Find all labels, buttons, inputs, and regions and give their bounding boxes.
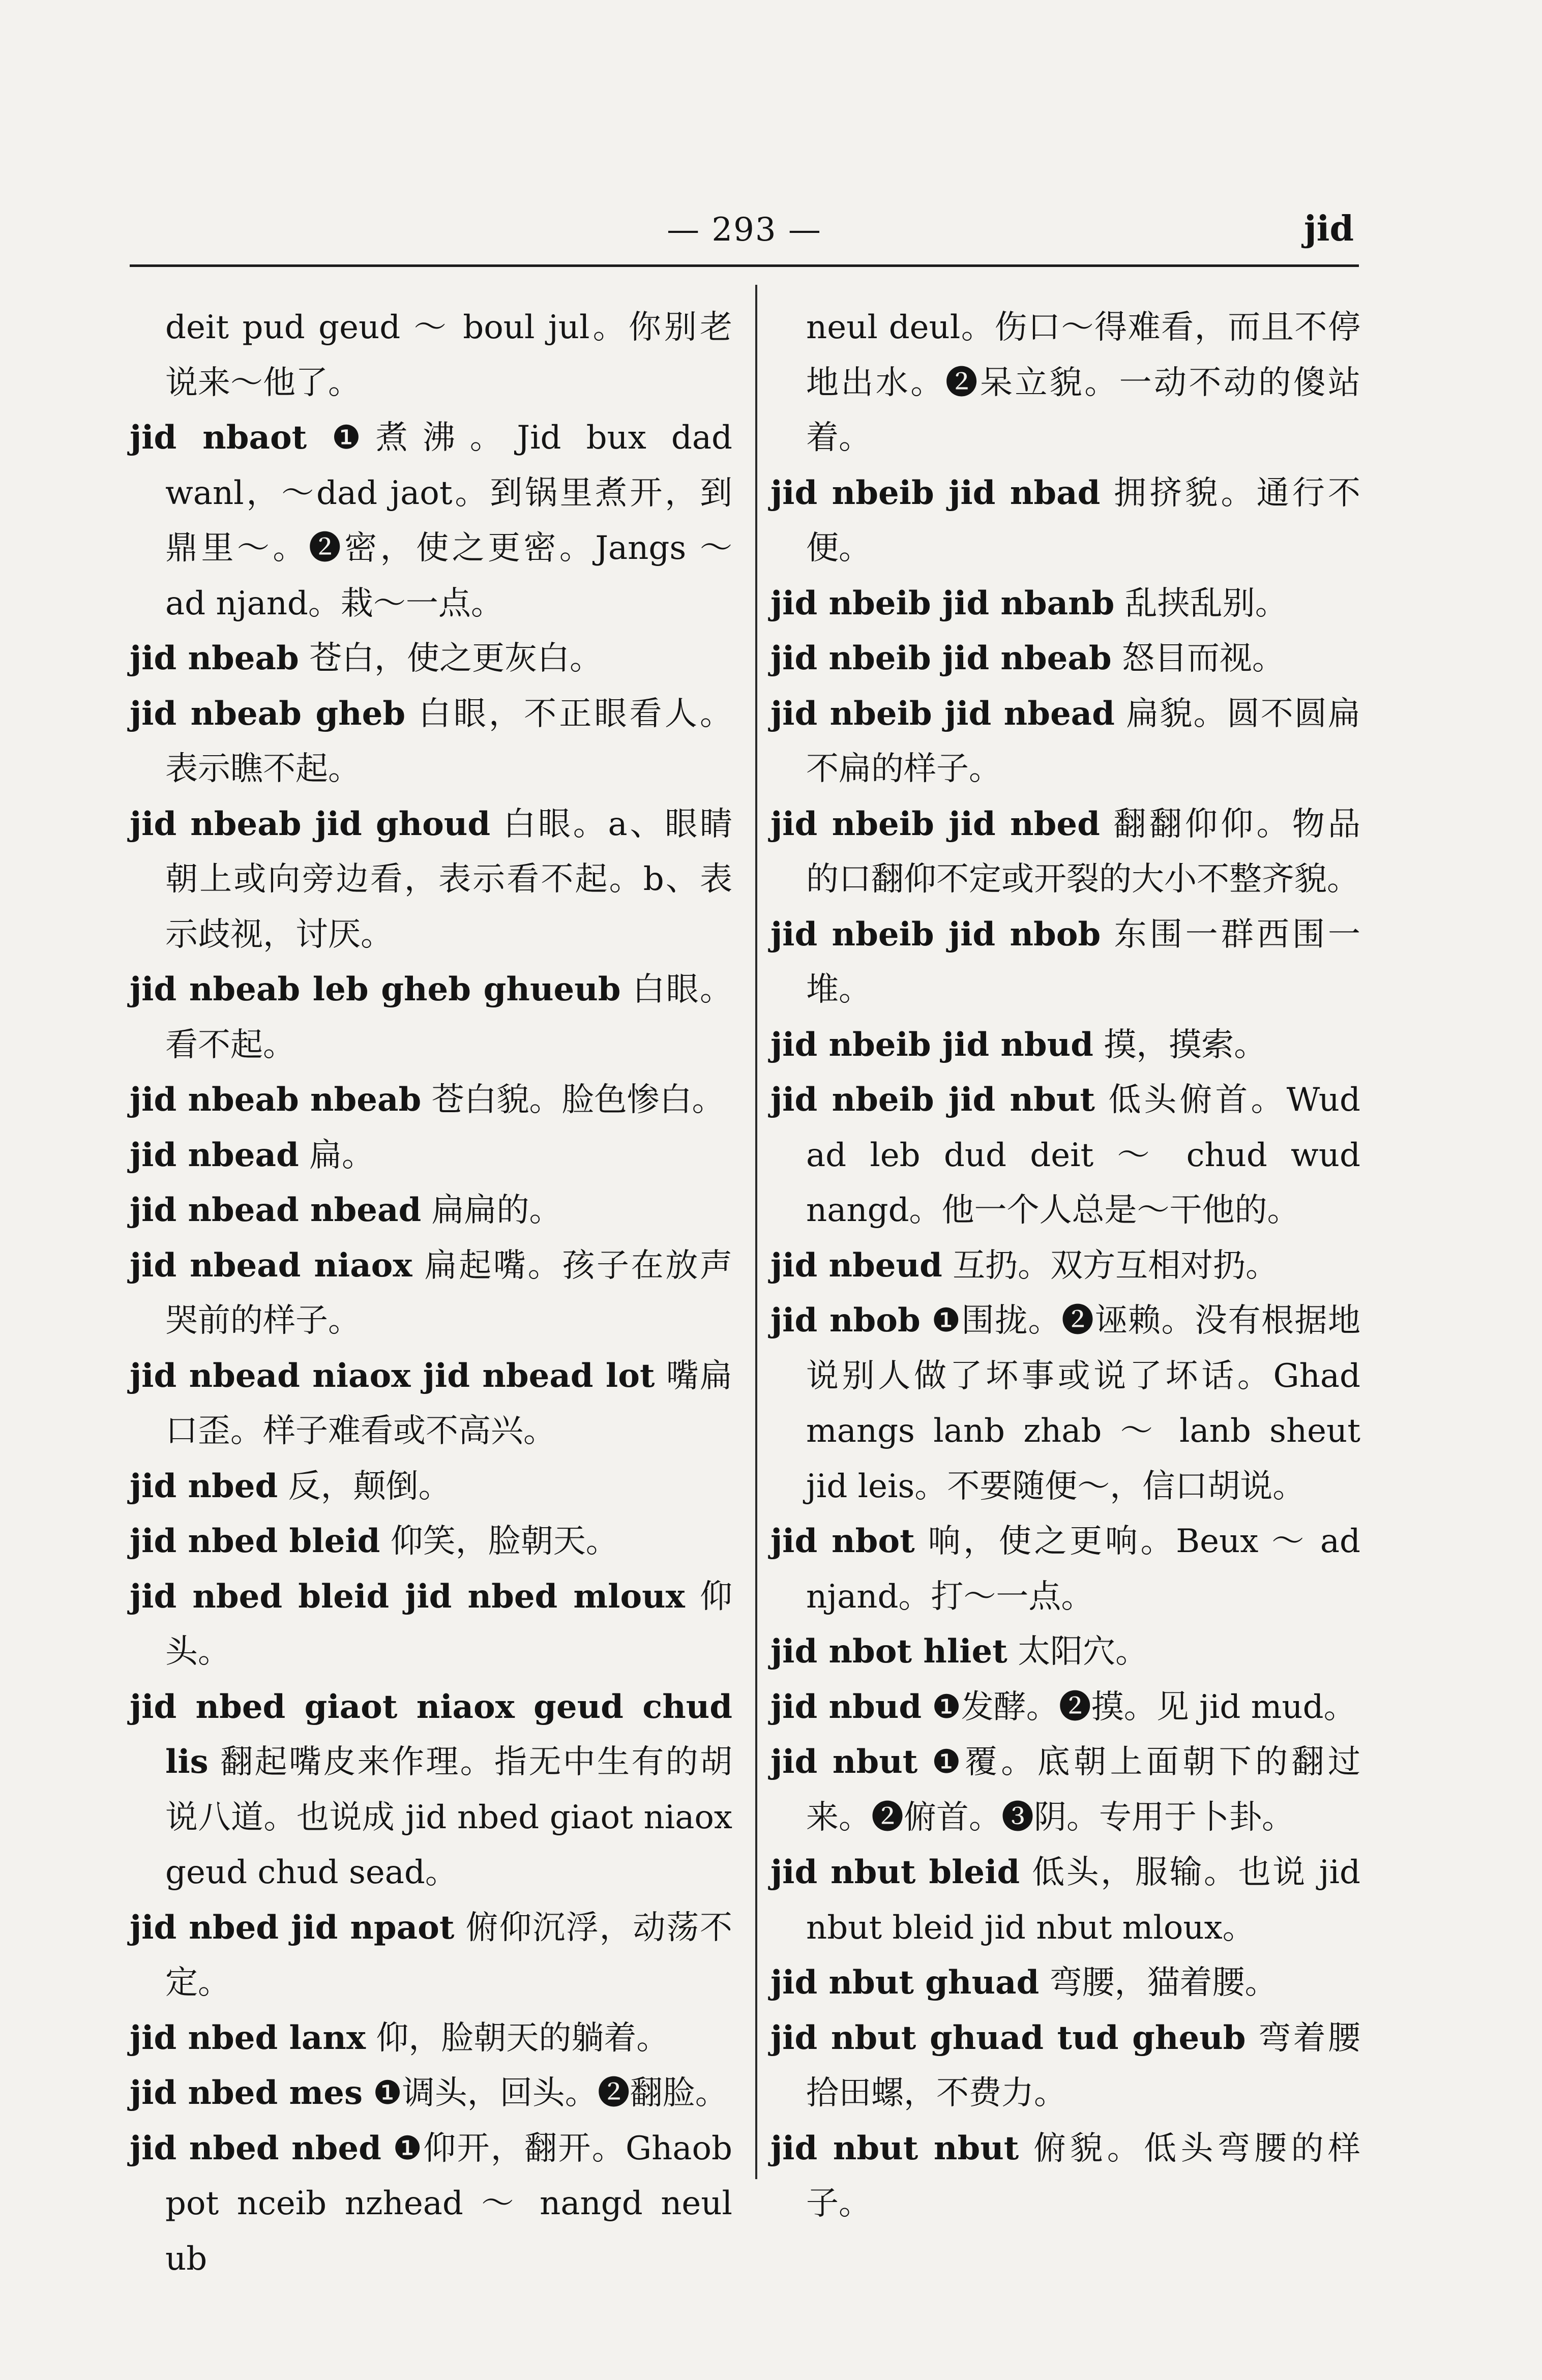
left-column	[130, 300, 732, 2286]
entry-definition: 摸，摸索。	[1104, 1026, 1267, 1064]
dictionary-entry	[130, 2121, 732, 2287]
entry-headword: jid nbed nbed	[130, 2129, 381, 2167]
dictionary-entry	[770, 1514, 1360, 1624]
entry-definition: 扁扁的。	[431, 1192, 562, 1229]
dictionary-entry	[130, 1238, 732, 1349]
entry-definition: 白眼。a、眼睛朝上或向旁边看，表示看不起。b、表示歧视，讨厌。	[165, 805, 733, 954]
entry-definition: 白眼，不正眼看人。表示瞧不起。	[165, 695, 733, 788]
right-column	[770, 300, 1360, 2232]
entry-headword: jid nbeab gheb	[130, 694, 406, 733]
dictionary-entry	[770, 2121, 1360, 2232]
entry-definition: 低头，服输。也说 jid nbut bleid jid nbut mloux。	[806, 1854, 1361, 1947]
entry-headword: jid nbeab jid ghoud	[130, 805, 491, 843]
dictionary-entry	[130, 300, 732, 410]
dictionary-entry	[130, 797, 732, 963]
dictionary-entry	[130, 1459, 732, 1514]
dictionary-entry	[770, 631, 1360, 687]
entry-definition: 怒目而视。	[1121, 640, 1285, 677]
entry-headword: jid nbeib jid nbead	[770, 694, 1115, 733]
dictionary-entry	[770, 1073, 1360, 1238]
entry-headword: jid nbeab leb gheb ghueub	[130, 970, 621, 1008]
running-head: jid	[1304, 209, 1354, 249]
entry-headword: jid nbed bleid	[130, 1522, 380, 1560]
entry-headword: jid nbob	[770, 1301, 921, 1340]
entry-definition: ❶煮沸。Jid bux dad wanl，～dad jaot。到锅里煮开，到鼎里～。❷密，使之更密。Jangs ～ ad njand。栽～一点。	[165, 419, 732, 622]
entry-definition: 仰，脸朝天的躺着。	[376, 2019, 669, 2057]
entry-definition: ❶发酵。❷摸。见 jid mud。	[932, 1688, 1356, 1726]
dictionary-entry	[770, 687, 1360, 797]
entry-definition: 弯腰，猫着腰。	[1049, 1964, 1278, 2002]
dictionary-entry	[130, 410, 732, 631]
entry-definition: 东围一群西围一堆。	[806, 915, 1361, 1008]
entry-headword: jid nbead	[130, 1136, 299, 1174]
entry-headword: jid nbeab nbeab	[130, 1081, 422, 1119]
entry-headword: jid nbed mes	[130, 2074, 363, 2112]
dictionary-entry	[130, 1900, 732, 2011]
entry-definition: deit pud geud ～ boul jul。你别老说来～他了。	[165, 309, 732, 402]
page-header	[130, 206, 1359, 267]
dictionary-entry	[770, 1845, 1360, 1955]
dictionary-entry	[770, 1238, 1360, 1294]
entry-definition: 扁起嘴。孩子在放声哭前的样子。	[165, 1246, 733, 1340]
entry-definition: 苍白，使之更灰白。	[309, 640, 603, 677]
entry-definition: 太阳穴。	[1018, 1633, 1148, 1671]
entry-headword: jid nbeib jid nbob	[770, 915, 1101, 954]
dictionary-entry	[770, 797, 1360, 907]
dictionary-entry	[130, 962, 732, 1073]
dictionary-entry	[770, 466, 1360, 576]
entry-headword: jid nbeud	[770, 1246, 942, 1285]
entry-headword: jid nbead niaox jid nbead lot	[130, 1356, 655, 1395]
entry-headword: jid nbut ghuad tud gheub	[770, 2018, 1246, 2057]
entry-definition: ❶仰开，翻开。Ghaob pot nceib nzhead ～ nangd neul ub	[165, 2129, 733, 2278]
dictionary-entry	[130, 1349, 732, 1459]
column-divider	[755, 285, 757, 2179]
entry-definition: 翻翻仰仰。物品的口翻仰不定或开裂的大小不整齐貌。	[806, 805, 1361, 898]
entry-headword: jid nbeib jid nbed	[770, 805, 1100, 843]
entry-headword: jid nbed lanx	[130, 2018, 366, 2057]
dictionary-entry	[130, 687, 732, 797]
entry-headword: jid nbeib jid nbut	[770, 1081, 1095, 1119]
entry-definition: ❶调头，回头。❷翻脸。	[373, 2074, 728, 2112]
entry-definition: 扁貌。圆不圆扁不扁的样子。	[806, 695, 1360, 788]
dictionary-entry	[130, 1128, 732, 1183]
dictionary-entry	[770, 576, 1360, 632]
entry-headword: jid nbot	[770, 1522, 915, 1560]
entry-headword: jid nbed giaot niaox geud chud lis	[130, 1687, 732, 1781]
entry-headword: jid nbut ghuad	[770, 1963, 1040, 2002]
entry-headword: jid nbut bleid	[770, 1853, 1020, 1891]
entry-headword: jid nbed bleid jid nbed mloux	[130, 1577, 685, 1616]
entry-headword: jid nbeib jid nbad	[770, 473, 1101, 512]
entry-headword: jid nbaot	[130, 419, 307, 457]
entry-definition: ❶覆。底朝上面朝下的翻过来。❷俯首。❸阴。专用于卜卦。	[806, 1743, 1361, 1836]
entry-definition: ❶围拢。❷诬赖。没有根据地说别人做了坏事或说了坏话。Ghad mangs lanb zhab ～ lanb sheut jid leis。不要随便～，信口胡说。	[806, 1302, 1361, 1505]
entry-headword: jid nbeib jid nbanb	[770, 584, 1115, 622]
entry-definition: neul deul。伤口～得难看，而且不停地出水。❷呆立貌。一动不动的傻站着。	[806, 309, 1360, 457]
entry-definition: 白眼。看不起。	[165, 971, 733, 1064]
dictionary-entry	[130, 1680, 732, 1900]
dictionary-entry	[770, 1624, 1360, 1680]
entry-definition: 俯貌。低头弯腰的样子。	[806, 2129, 1360, 2222]
dictionary-entry	[130, 1073, 732, 1128]
dictionary-entry	[770, 1293, 1360, 1514]
entry-definition: 乱挟乱别。	[1124, 584, 1288, 622]
entry-definition: 俯仰沉浮，动荡不定。	[165, 1909, 733, 2002]
dictionary-entry	[770, 907, 1360, 1018]
entry-definition: 翻起嘴皮来作理。指无中生有的胡说八道。也说成 jid nbed giaot niaox geud chud sead。	[165, 1743, 733, 1891]
entry-headword: jid nbut nbut	[770, 2129, 1019, 2167]
entry-headword: jid nbead nbead	[130, 1191, 422, 1229]
entry-definition: 互扔。双方互相对扔。	[953, 1246, 1279, 1285]
entry-headword: jid nbed jid npaot	[130, 1908, 455, 1947]
entry-headword: jid nbot hliet	[770, 1632, 1007, 1671]
dictionary-entry	[770, 1735, 1360, 1845]
entry-headword: jid nbeib jid nbeab	[770, 639, 1112, 677]
dictionary-entry	[770, 300, 1360, 466]
entry-definition: 响，使之更响。Beux ～ ad njand。打～一点。	[806, 1523, 1361, 1616]
entry-headword: jid nbed	[130, 1467, 278, 1505]
dictionary-entry	[770, 2011, 1360, 2121]
entry-definition: 仰头。	[165, 1578, 732, 1671]
entry-definition: 低头俯首。Wud ad leb dud deit ～ chud wud nangd。他一个人总是～干他的。	[806, 1081, 1360, 1229]
dictionary-entry	[130, 631, 732, 687]
dictionary-entry	[130, 2066, 732, 2121]
dictionary-entry	[770, 1955, 1360, 2011]
dictionary-entry	[770, 1680, 1360, 1735]
entry-definition: 弯着腰拾田螺，不费力。	[806, 2019, 1361, 2112]
entry-headword: jid nbut	[770, 1743, 918, 1781]
dictionary-entry	[130, 1569, 732, 1680]
entry-headword: jid nbeib jid nbud	[770, 1025, 1093, 1064]
entry-headword: jid nbeab	[130, 639, 299, 677]
entry-definition: 拥挤貌。通行不便。	[806, 474, 1361, 567]
page-number: — 293 —	[667, 211, 822, 249]
dictionary-entry	[130, 2011, 732, 2066]
entry-definition: 反，颠倒。	[288, 1467, 451, 1505]
dictionary-entry	[130, 1514, 732, 1569]
entry-definition: 扁。	[309, 1136, 375, 1174]
entry-headword: jid nbud	[770, 1687, 922, 1726]
entry-definition: 苍白貌。脸色惨白。	[431, 1081, 725, 1119]
dictionary-entry	[130, 1183, 732, 1238]
entry-headword: jid nbead niaox	[130, 1246, 412, 1285]
entry-definition: 嘴扁口歪。样子难看或不高兴。	[165, 1357, 732, 1450]
entry-definition: 仰笑，脸朝天。	[390, 1523, 618, 1560]
dictionary-entry	[770, 1018, 1360, 1073]
